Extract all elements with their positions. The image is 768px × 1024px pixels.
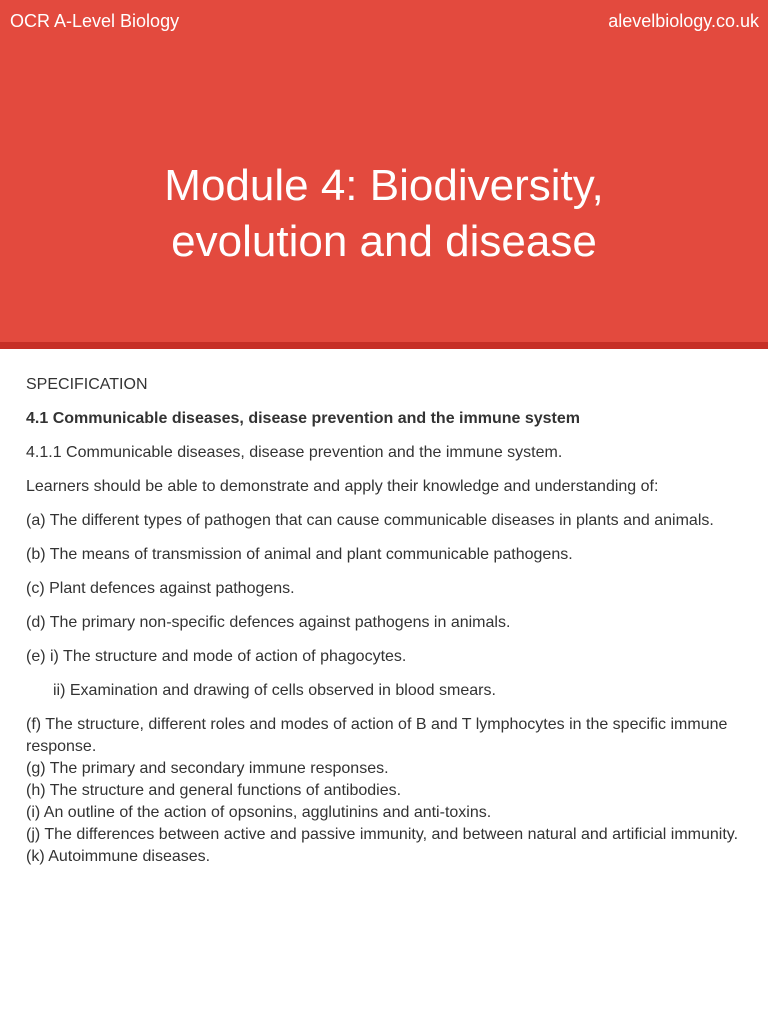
specification-content	[26, 374, 746, 868]
section-heading: 4.1 Communicable diseases, disease prevention and the immune system	[26, 410, 580, 427]
spec-item-group	[26, 714, 746, 868]
spec-item-g: (g) The primary and secondary immune responses.	[26, 760, 389, 777]
header-website: alevelbiology.co.uk	[608, 11, 759, 31]
page-title-line-1: Module 4: Biodiversity,	[164, 161, 604, 210]
spec-item-b: (b) The means of transmission of animal and plant communicable pathogens.	[26, 546, 573, 563]
spec-item-k: (k) Autoimmune diseases.	[26, 848, 211, 865]
section-subheading: 4.1.1 Communicable diseases, disease prevention and the immune system.	[26, 444, 563, 461]
spec-item-e-i: (e) i) The structure and mode of action of phagocytes.	[26, 648, 407, 665]
specification-label: SPECIFICATION	[26, 376, 148, 393]
intro-text: Learners should be able to demonstrate and apply their knowledge and understanding of:	[26, 478, 659, 495]
spec-item-j: (j) The differences between active and passive immunity, and between natural and artificial immunity.	[26, 826, 739, 843]
header-course-name: OCR A-Level Biology	[10, 11, 180, 31]
spec-item-h: (h) The structure and general functions of antibodies.	[26, 782, 402, 799]
page-title-line-2: evolution and disease	[171, 217, 597, 266]
spec-item-c: (c) Plant defences against pathogens.	[26, 580, 295, 597]
banner-stripe	[0, 342, 768, 349]
spec-item-f: (f) The structure, different roles and modes of action of B and T lymphocytes in the specific immune response.	[26, 716, 728, 755]
page-title	[0, 158, 768, 270]
spec-item-e-ii: ii) Examination and drawing of cells observed in blood smears.	[53, 682, 496, 699]
spec-item-a: (a) The different types of pathogen that can cause communicable diseases in plants and animals.	[26, 512, 714, 529]
spec-item-d: (d) The primary non-specific defences against pathogens in animals.	[26, 614, 511, 631]
spec-item-i: (i) An outline of the action of opsonins, agglutinins and anti-toxins.	[26, 804, 492, 821]
